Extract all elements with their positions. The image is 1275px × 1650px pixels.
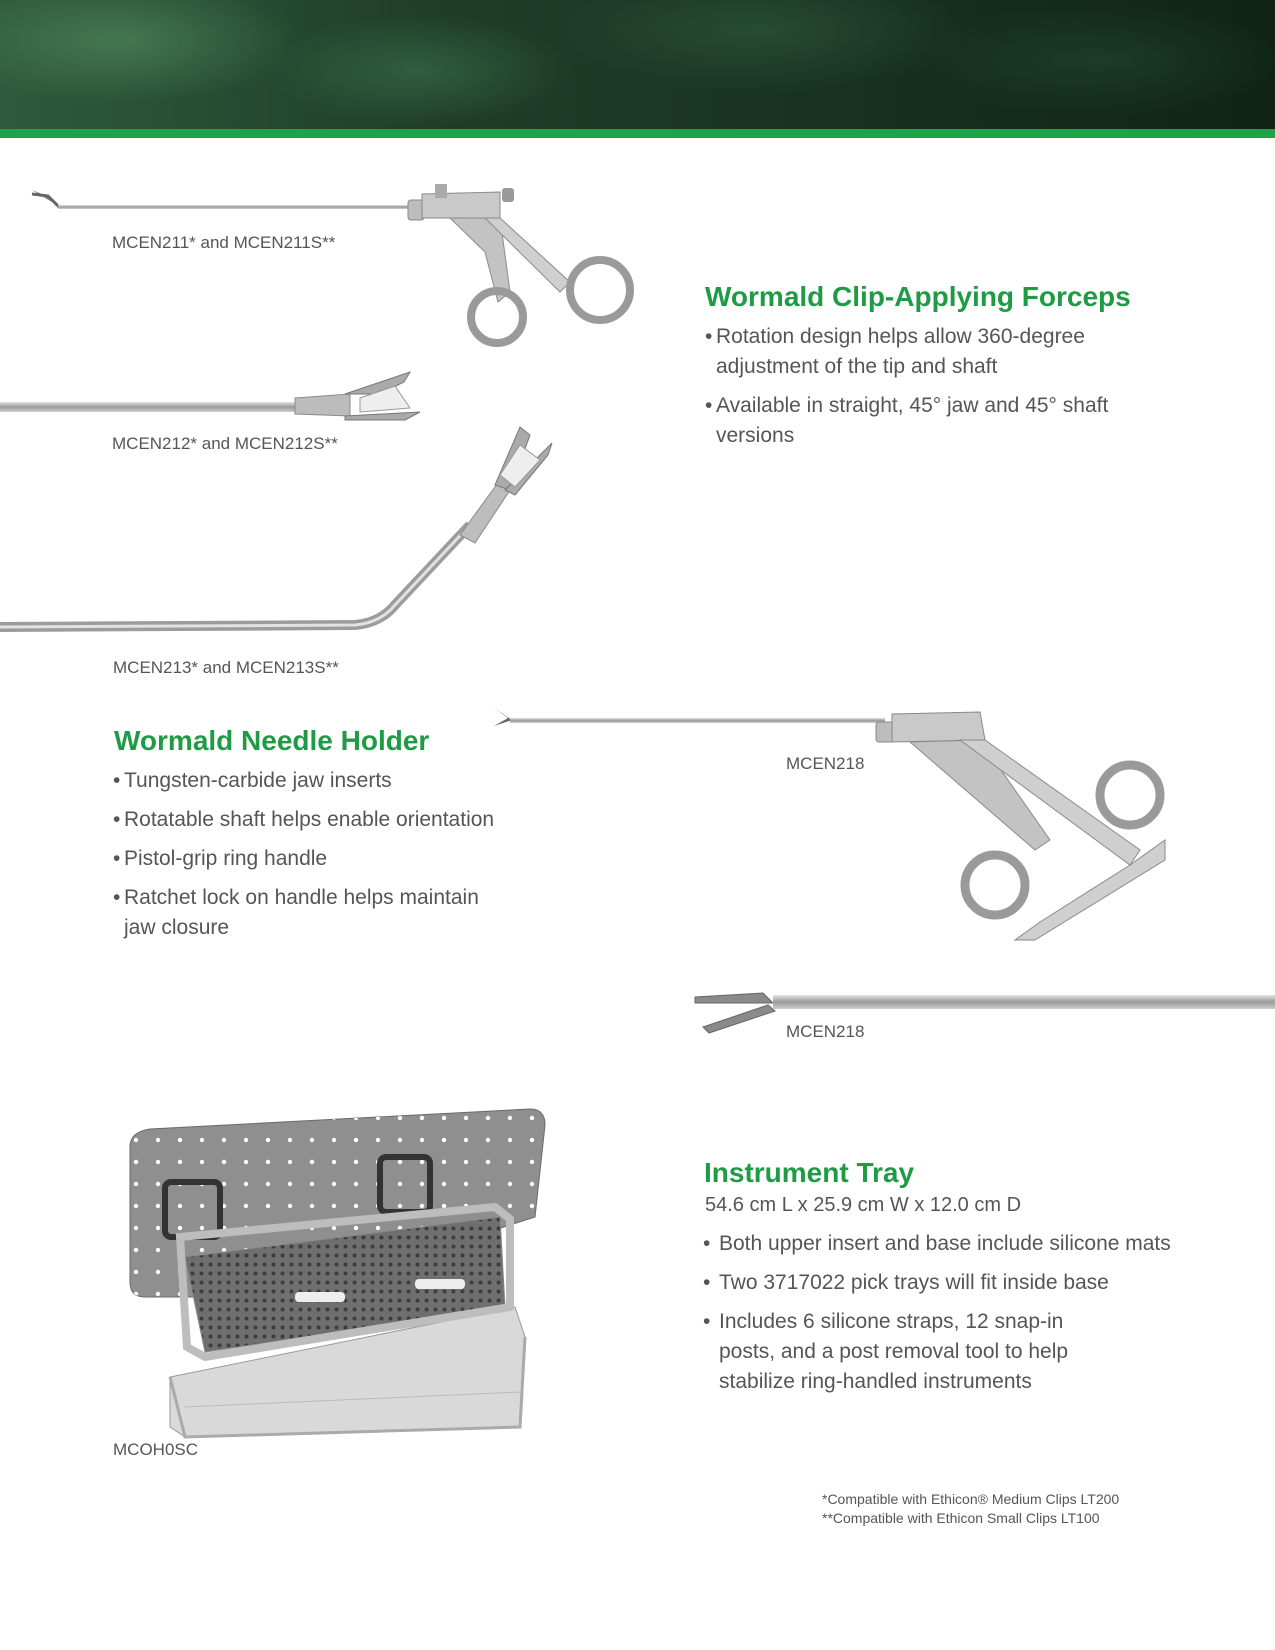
list-item: • Rotation design helps allow 360-degree adjustment of the tip and shaft (705, 322, 1185, 382)
list-item: • Both upper insert and base include silicone mats (703, 1229, 1173, 1259)
clip-forceps-mcen211-image (30, 172, 645, 357)
clip-forceps-bullet-list (705, 322, 1185, 460)
list-item: • Ratchet lock on handle helps maintain jaw closure (113, 883, 498, 943)
instrument-tray-heading: Instrument Tray (704, 1157, 915, 1188)
list-item: • Rotatable shaft helps enable orientation (113, 805, 498, 835)
header-banner-image (0, 0, 1275, 129)
footnote-small-clips: **Compatible with Ethicon Small Clips LT100 (822, 1510, 1100, 1526)
list-item: • Includes 6 silicone straps, 12 snap-in posts, and a post removal tool to help stabilize ring-handled instruments (703, 1307, 1099, 1397)
tray-dimensions: 54.6 cm L x 25.9 cm W x 12.0 cm D (705, 1194, 1022, 1216)
needle-holder-bullet-list (113, 766, 498, 952)
needle-holder-mcen218-image (490, 700, 1170, 955)
needle-holder-heading: Wormald Needle Holder (114, 725, 430, 756)
list-item: • Available in straight, 45° jaw and 45° shaft versions (705, 391, 1185, 451)
needle-holder-mcen218-tip-image (693, 983, 1275, 1038)
caption-mcen213: MCEN213* and MCEN213S** (113, 658, 339, 677)
list-item: • Tungsten-carbide jaw inserts (113, 766, 498, 796)
caption-mcen211: MCEN211* and MCEN211S** (112, 233, 336, 252)
instrument-tray-bullet-list (703, 1229, 1173, 1406)
footnote-medium-clips: *Compatible with Ethicon® Medium Clips LT200 (822, 1491, 1120, 1507)
clip-forceps-mcen213-image (0, 425, 565, 643)
caption-mcen218-top: MCEN218 (786, 754, 865, 773)
caption-mcen212: MCEN212* and MCEN212S** (112, 434, 338, 453)
instrument-tray-image (125, 1107, 555, 1442)
list-item: • Two 3717022 pick trays will fit inside base (703, 1268, 1173, 1298)
caption-mcen218-tip: MCEN218 (786, 1022, 865, 1041)
header-green-stripe (0, 129, 1275, 138)
list-item: • Pistol-grip ring handle (113, 844, 498, 874)
clip-forceps-heading: Wormald Clip-Applying Forceps (705, 281, 1131, 312)
clip-forceps-mcen212-tip-image (0, 368, 430, 430)
caption-tray: MCOH0SC (113, 1440, 199, 1459)
